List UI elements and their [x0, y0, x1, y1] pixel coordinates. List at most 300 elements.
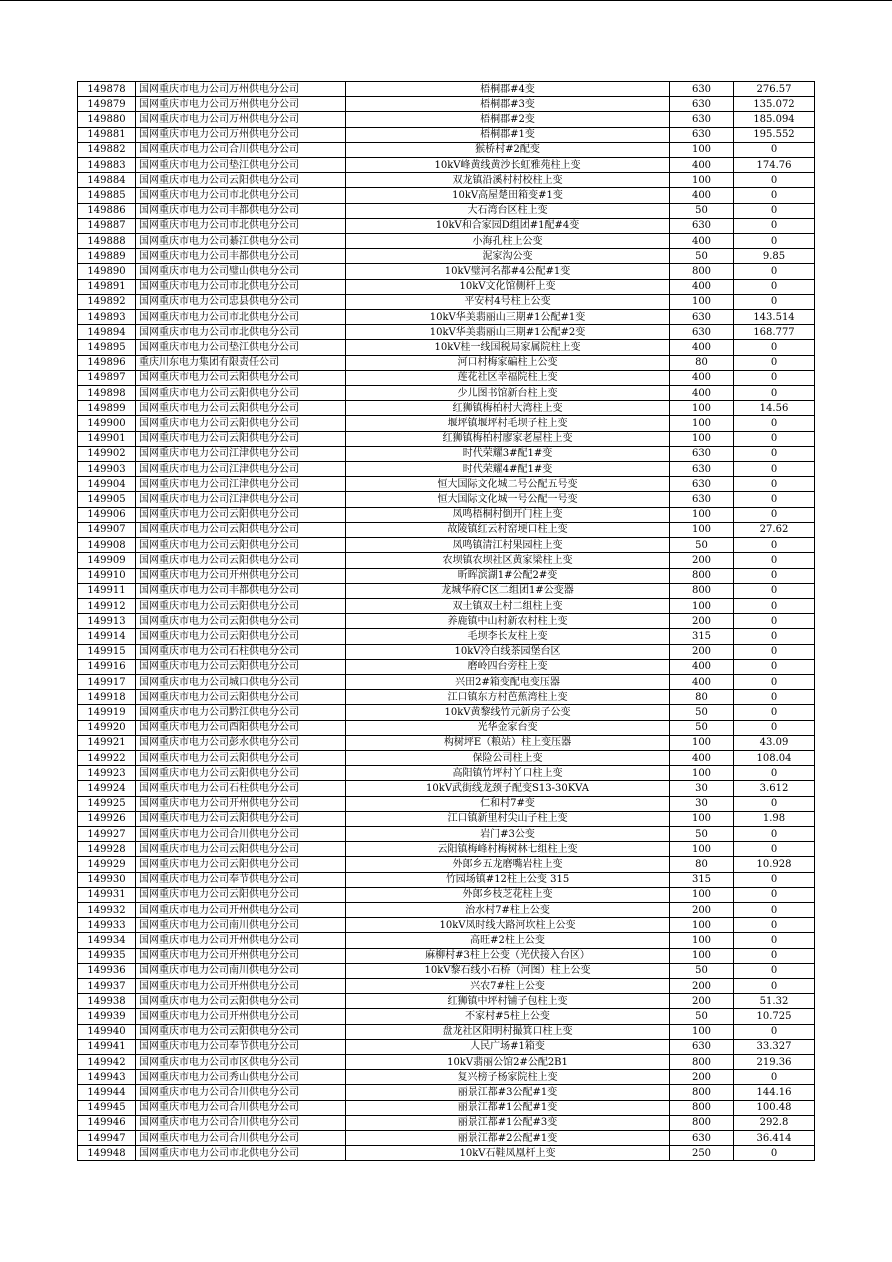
value-cell: 0	[734, 644, 815, 659]
company-name-cell: 国网重庆市电力公司云阳供电分公司	[136, 507, 346, 522]
table-row	[78, 872, 815, 887]
row-id-cell: 149938	[78, 994, 136, 1009]
capacity-cell: 200	[670, 553, 734, 568]
company-name-cell: 国网重庆市电力公司云阳供电分公司	[136, 401, 346, 416]
value-cell: 0	[734, 918, 815, 933]
transformer-name-cell: 10kV石鞋凤凰杆上变	[346, 1146, 670, 1161]
transformer-name-cell: 麻柳村#3柱上公变（光伏接入台区）	[346, 948, 670, 963]
capacity-cell: 400	[670, 158, 734, 173]
company-name-cell: 国网重庆市电力公司璧山供电分公司	[136, 264, 346, 279]
capacity-cell: 315	[670, 872, 734, 887]
row-id-cell: 149885	[78, 188, 136, 203]
transformer-name-cell: 复兴榜子杨家院柱上变	[346, 1070, 670, 1085]
capacity-cell: 630	[670, 310, 734, 325]
company-name-cell: 国网重庆市电力公司云阳供电分公司	[136, 690, 346, 705]
value-cell: 0	[734, 538, 815, 553]
capacity-cell: 400	[670, 188, 734, 203]
transformer-name-cell: 昕晖滨湖1#公配2#变	[346, 568, 670, 583]
capacity-cell: 200	[670, 994, 734, 1009]
table-row	[78, 948, 815, 963]
company-name-cell: 国网重庆市电力公司云阳供电分公司	[136, 887, 346, 902]
transformer-name-cell: 双土镇双土村二组柱上变	[346, 598, 670, 613]
capacity-cell: 400	[670, 750, 734, 765]
company-name-cell: 国网重庆市电力公司云阳供电分公司	[136, 522, 346, 537]
row-id-cell: 149890	[78, 264, 136, 279]
table-row	[78, 340, 815, 355]
row-id-cell: 149900	[78, 416, 136, 431]
company-name-cell: 国网重庆市电力公司云阳供电分公司	[136, 614, 346, 629]
value-cell: 143.514	[734, 310, 815, 325]
table-row	[78, 766, 815, 781]
row-id-cell: 149903	[78, 462, 136, 477]
company-name-cell: 国网重庆市电力公司云阳供电分公司	[136, 659, 346, 674]
company-name-cell: 国网重庆市电力公司合川供电分公司	[136, 1100, 346, 1115]
value-cell: 0	[734, 386, 815, 401]
transformer-name-cell: 磨岭四台旁柱上变	[346, 659, 670, 674]
transformer-name-cell: 梧桐郡#2变	[346, 112, 670, 127]
value-cell: 0	[734, 218, 815, 233]
value-cell: 185.094	[734, 112, 815, 127]
value-cell: 144.16	[734, 1085, 815, 1100]
table-row	[78, 1100, 815, 1115]
table-row	[78, 401, 815, 416]
value-cell: 174.76	[734, 158, 815, 173]
row-id-cell: 149942	[78, 1055, 136, 1070]
row-id-cell: 149932	[78, 902, 136, 917]
value-cell: 0	[734, 203, 815, 218]
table-row	[78, 1070, 815, 1085]
table-row	[78, 1131, 815, 1146]
transformer-name-cell: 双龙镇沿溪村村校柱上变	[346, 173, 670, 188]
company-name-cell: 国网重庆市电力公司江津供电分公司	[136, 492, 346, 507]
table-row	[78, 325, 815, 340]
row-id-cell: 149921	[78, 735, 136, 750]
value-cell: 0	[734, 568, 815, 583]
value-cell: 0	[734, 431, 815, 446]
company-name-cell: 国网重庆市电力公司云阳供电分公司	[136, 416, 346, 431]
table-row	[78, 750, 815, 765]
company-name-cell: 国网重庆市电力公司市北供电分公司	[136, 218, 346, 233]
company-name-cell: 国网重庆市电力公司忠县供电分公司	[136, 294, 346, 309]
row-id-cell: 149933	[78, 918, 136, 933]
capacity-cell: 100	[670, 416, 734, 431]
transformer-name-cell: 10kV璧河名都#4公配#1变	[346, 264, 670, 279]
table-row	[78, 796, 815, 811]
table-row	[78, 1085, 815, 1100]
row-id-cell: 149935	[78, 948, 136, 963]
capacity-cell: 630	[670, 127, 734, 142]
capacity-cell: 50	[670, 1009, 734, 1024]
table-row	[78, 918, 815, 933]
capacity-cell: 50	[670, 203, 734, 218]
transformer-name-cell: 毛坝李长友柱上变	[346, 629, 670, 644]
company-name-cell: 国网重庆市电力公司合川供电分公司	[136, 1085, 346, 1100]
capacity-cell: 200	[670, 614, 734, 629]
table-row	[78, 127, 815, 142]
transformer-name-cell: 竹园场镇#12柱上公变 315	[346, 872, 670, 887]
table-row	[78, 370, 815, 385]
company-name-cell: 国网重庆市电力公司城口供电分公司	[136, 674, 346, 689]
row-id-cell: 149901	[78, 431, 136, 446]
company-name-cell: 国网重庆市电力公司开州供电分公司	[136, 568, 346, 583]
table-row	[78, 553, 815, 568]
company-name-cell: 国网重庆市电力公司市北供电分公司	[136, 325, 346, 340]
company-name-cell: 国网重庆市电力公司石柱供电分公司	[136, 644, 346, 659]
capacity-cell: 630	[670, 112, 734, 127]
transformer-name-cell: 红狮镇梅柏村大湾柱上变	[346, 401, 670, 416]
row-id-cell: 149945	[78, 1100, 136, 1115]
value-cell: 43.09	[734, 735, 815, 750]
transformer-name-cell: 10kV文化馆侧杆上变	[346, 279, 670, 294]
company-name-cell: 国网重庆市电力公司开州供电分公司	[136, 902, 346, 917]
transformer-name-cell: 丽景江都#1公配#3变	[346, 1115, 670, 1130]
value-cell: 0	[734, 1070, 815, 1085]
transformer-name-cell: 10kV华美翡丽山三期#1公配#2变	[346, 325, 670, 340]
capacity-cell: 630	[670, 462, 734, 477]
row-id-cell: 149929	[78, 857, 136, 872]
row-id-cell: 149926	[78, 811, 136, 826]
transformer-name-cell: 丽景江都#3公配#1变	[346, 1085, 670, 1100]
table-row	[78, 1146, 815, 1161]
value-cell: 0	[734, 173, 815, 188]
value-cell: 0	[734, 477, 815, 492]
table-row	[78, 82, 815, 97]
table-row	[78, 598, 815, 613]
table-row	[78, 690, 815, 705]
row-id-cell: 149923	[78, 766, 136, 781]
capacity-cell: 80	[670, 690, 734, 705]
value-cell: 0	[734, 294, 815, 309]
row-id-cell: 149931	[78, 887, 136, 902]
row-id-cell: 149927	[78, 826, 136, 841]
row-id-cell: 149883	[78, 158, 136, 173]
capacity-cell: 100	[670, 142, 734, 157]
table-row	[78, 1055, 815, 1070]
value-cell: 0	[734, 553, 815, 568]
row-id-cell: 149909	[78, 553, 136, 568]
row-id-cell: 149898	[78, 386, 136, 401]
capacity-cell: 630	[670, 1131, 734, 1146]
capacity-cell: 250	[670, 1146, 734, 1161]
transformer-name-cell: 丽景江都#2公配#1变	[346, 1131, 670, 1146]
transformer-name-cell: 小海孔柱上公变	[346, 234, 670, 249]
transformer-name-cell: 10kV黎石线小石桥（河图）柱上公变	[346, 963, 670, 978]
value-cell: 0	[734, 826, 815, 841]
company-name-cell: 国网重庆市电力公司云阳供电分公司	[136, 811, 346, 826]
value-cell: 0	[734, 598, 815, 613]
company-name-cell: 国网重庆市电力公司丰都供电分公司	[136, 249, 346, 264]
value-cell: 0	[734, 948, 815, 963]
transformer-name-cell: 堰坪镇堰坪村毛坝子柱上变	[346, 416, 670, 431]
company-name-cell: 国网重庆市电力公司垫江供电分公司	[136, 340, 346, 355]
company-name-cell: 国网重庆市电力公司万州供电分公司	[136, 127, 346, 142]
value-cell: 0	[734, 1024, 815, 1039]
capacity-cell: 400	[670, 674, 734, 689]
capacity-cell: 400	[670, 234, 734, 249]
value-cell: 1.98	[734, 811, 815, 826]
capacity-cell: 100	[670, 294, 734, 309]
row-id-cell: 149918	[78, 690, 136, 705]
row-id-cell: 149914	[78, 629, 136, 644]
capacity-cell: 200	[670, 644, 734, 659]
transformer-name-cell: 10kV华美翡丽山三期#1公配#1变	[346, 310, 670, 325]
company-name-cell: 国网重庆市电力公司垫江供电分公司	[136, 158, 346, 173]
row-id-cell: 149924	[78, 781, 136, 796]
company-name-cell: 国网重庆市电力公司秀山供电分公司	[136, 1070, 346, 1085]
row-id-cell: 149892	[78, 294, 136, 309]
capacity-cell: 800	[670, 1085, 734, 1100]
row-id-cell: 149904	[78, 477, 136, 492]
row-id-cell: 149920	[78, 720, 136, 735]
row-id-cell: 149940	[78, 1024, 136, 1039]
transformer-name-cell: 江口镇新里村尖山子柱上变	[346, 811, 670, 826]
transformer-name-cell: 故陵镇红云村窑埂口柱上变	[346, 522, 670, 537]
table-row	[78, 720, 815, 735]
company-name-cell: 重庆川东电力集团有限责任公司	[136, 355, 346, 370]
transformer-name-cell: 10kV冷白线茶园堡台区	[346, 644, 670, 659]
capacity-cell: 800	[670, 264, 734, 279]
company-name-cell: 国网重庆市电力公司开州供电分公司	[136, 978, 346, 993]
table-row	[78, 249, 815, 264]
transformer-name-cell: 凤鸣镇清江村果园柱上变	[346, 538, 670, 553]
table-row	[78, 218, 815, 233]
value-cell: 0	[734, 507, 815, 522]
value-cell: 0	[734, 659, 815, 674]
value-cell: 0	[734, 902, 815, 917]
value-cell: 0	[734, 796, 815, 811]
transformer-name-cell: 时代荣耀3#配1#变	[346, 446, 670, 461]
transformer-name-cell: 红狮镇梅柏村廖家老屋柱上变	[346, 431, 670, 446]
table-row	[78, 887, 815, 902]
row-id-cell: 149947	[78, 1131, 136, 1146]
value-cell: 10.928	[734, 857, 815, 872]
table-row	[78, 994, 815, 1009]
table-row	[78, 826, 815, 841]
capacity-cell: 100	[670, 401, 734, 416]
table-row	[78, 781, 815, 796]
row-id-cell: 149930	[78, 872, 136, 887]
company-name-cell: 国网重庆市电力公司綦江供电分公司	[136, 234, 346, 249]
capacity-cell: 100	[670, 766, 734, 781]
row-id-cell: 149906	[78, 507, 136, 522]
company-name-cell: 国网重庆市电力公司合川供电分公司	[136, 1131, 346, 1146]
table-row	[78, 158, 815, 173]
table-body	[78, 82, 815, 1161]
company-name-cell: 国网重庆市电力公司江津供电分公司	[136, 462, 346, 477]
table-row	[78, 416, 815, 431]
row-id-cell: 149880	[78, 112, 136, 127]
capacity-cell: 800	[670, 583, 734, 598]
company-name-cell: 国网重庆市电力公司开州供电分公司	[136, 933, 346, 948]
company-name-cell: 国网重庆市电力公司云阳供电分公司	[136, 842, 346, 857]
value-cell: 9.85	[734, 249, 815, 264]
transformer-name-cell: 少儿图书馆新台柱上变	[346, 386, 670, 401]
transformer-name-cell: 农坝镇农坝社区黄家梁柱上变	[346, 553, 670, 568]
table-row	[78, 173, 815, 188]
table-row	[78, 644, 815, 659]
company-name-cell: 国网重庆市电力公司云阳供电分公司	[136, 553, 346, 568]
row-id-cell: 149941	[78, 1039, 136, 1054]
row-id-cell: 149937	[78, 978, 136, 993]
value-cell: 292.8	[734, 1115, 815, 1130]
capacity-cell: 100	[670, 842, 734, 857]
value-cell: 3.612	[734, 781, 815, 796]
value-cell: 276.57	[734, 82, 815, 97]
company-name-cell: 国网重庆市电力公司彭水供电分公司	[136, 735, 346, 750]
row-id-cell: 149907	[78, 522, 136, 537]
company-name-cell: 国网重庆市电力公司开州供电分公司	[136, 1009, 346, 1024]
transformer-name-cell: 高阳镇竹坪村丫口柱上变	[346, 766, 670, 781]
company-name-cell: 国网重庆市电力公司南川供电分公司	[136, 918, 346, 933]
capacity-cell: 630	[670, 82, 734, 97]
value-cell: 108.04	[734, 750, 815, 765]
value-cell: 0	[734, 583, 815, 598]
table-row	[78, 431, 815, 446]
value-cell: 100.48	[734, 1100, 815, 1115]
company-name-cell: 国网重庆市电力公司开州供电分公司	[136, 796, 346, 811]
row-id-cell: 149879	[78, 97, 136, 112]
row-id-cell: 149887	[78, 218, 136, 233]
company-name-cell: 国网重庆市电力公司江津供电分公司	[136, 477, 346, 492]
table-row	[78, 522, 815, 537]
table-row	[78, 355, 815, 370]
row-id-cell: 149919	[78, 705, 136, 720]
row-id-cell: 149911	[78, 583, 136, 598]
row-id-cell: 149916	[78, 659, 136, 674]
page-top-border	[0, 0, 892, 1]
capacity-cell: 630	[670, 446, 734, 461]
table-row	[78, 1024, 815, 1039]
company-name-cell: 国网重庆市电力公司云阳供电分公司	[136, 370, 346, 385]
capacity-cell: 100	[670, 811, 734, 826]
capacity-cell: 400	[670, 386, 734, 401]
value-cell: 0	[734, 188, 815, 203]
transformer-name-cell: 盘龙社区阳明村撮箕口柱上变	[346, 1024, 670, 1039]
transformer-name-cell: 光华金家台变	[346, 720, 670, 735]
transformer-name-cell: 岩门#3公变	[346, 826, 670, 841]
transformer-name-cell: 梧桐郡#4变	[346, 82, 670, 97]
transformer-name-cell: 莲花社区幸福院柱上变	[346, 370, 670, 385]
capacity-cell: 800	[670, 568, 734, 583]
transformer-name-cell: 恒大国际文化城一号公配一号变	[346, 492, 670, 507]
transformer-name-cell: 平安村4号柱上公变	[346, 294, 670, 309]
transformer-name-cell: 治水村7#柱上公变	[346, 902, 670, 917]
company-name-cell: 国网重庆市电力公司市北供电分公司	[136, 188, 346, 203]
transformer-name-cell: 10kV武街线龙颈子配变S13-30KVA	[346, 781, 670, 796]
value-cell: 0	[734, 887, 815, 902]
transformer-name-cell: 人民广场#1箱变	[346, 1039, 670, 1054]
value-cell: 0	[734, 355, 815, 370]
table-row	[78, 112, 815, 127]
row-id-cell: 149912	[78, 598, 136, 613]
value-cell: 27.62	[734, 522, 815, 537]
capacity-cell: 50	[670, 720, 734, 735]
transformer-name-cell: 龙城华府C区二组团1#公变器	[346, 583, 670, 598]
value-cell: 0	[734, 370, 815, 385]
table-row	[78, 659, 815, 674]
table-row	[78, 492, 815, 507]
row-id-cell: 149894	[78, 325, 136, 340]
capacity-cell: 30	[670, 796, 734, 811]
capacity-cell: 80	[670, 355, 734, 370]
row-id-cell: 149902	[78, 446, 136, 461]
company-name-cell: 国网重庆市电力公司云阳供电分公司	[136, 386, 346, 401]
table-row	[78, 902, 815, 917]
row-id-cell: 149946	[78, 1115, 136, 1130]
company-name-cell: 国网重庆市电力公司市北供电分公司	[136, 310, 346, 325]
table-row	[78, 1009, 815, 1024]
row-id-cell: 149922	[78, 750, 136, 765]
value-cell: 0	[734, 279, 815, 294]
table-row	[78, 446, 815, 461]
company-name-cell: 国网重庆市电力公司酉阳供电分公司	[136, 720, 346, 735]
company-name-cell: 国网重庆市电力公司丰都供电分公司	[136, 583, 346, 598]
table-row	[78, 629, 815, 644]
company-name-cell: 国网重庆市电力公司云阳供电分公司	[136, 431, 346, 446]
row-id-cell: 149893	[78, 310, 136, 325]
capacity-cell: 400	[670, 340, 734, 355]
transformer-name-cell: 10kV桂一线国税局家属院柱上变	[346, 340, 670, 355]
transformer-name-cell: 10kV凤时线大路河坎柱上公变	[346, 918, 670, 933]
row-id-cell: 149886	[78, 203, 136, 218]
table-row	[78, 279, 815, 294]
company-name-cell: 国网重庆市电力公司奉节供电分公司	[136, 872, 346, 887]
table-row	[78, 583, 815, 598]
row-id-cell: 149910	[78, 568, 136, 583]
capacity-cell: 630	[670, 1039, 734, 1054]
row-id-cell: 149908	[78, 538, 136, 553]
value-cell: 36.414	[734, 1131, 815, 1146]
company-name-cell: 国网重庆市电力公司奉节供电分公司	[136, 1039, 346, 1054]
row-id-cell: 149897	[78, 370, 136, 385]
company-name-cell: 国网重庆市电力公司合川供电分公司	[136, 826, 346, 841]
table-row	[78, 857, 815, 872]
company-name-cell: 国网重庆市电力公司石柱供电分公司	[136, 781, 346, 796]
capacity-cell: 200	[670, 978, 734, 993]
transformer-name-cell: 10kV翡丽公馆2#公配2B1	[346, 1055, 670, 1070]
company-name-cell: 国网重庆市电力公司市区供电分公司	[136, 1055, 346, 1070]
transformer-name-cell: 时代荣耀4#配1#变	[346, 462, 670, 477]
capacity-cell: 30	[670, 781, 734, 796]
row-id-cell: 149905	[78, 492, 136, 507]
table-row	[78, 538, 815, 553]
company-name-cell: 国网重庆市电力公司云阳供电分公司	[136, 750, 346, 765]
value-cell: 0	[734, 264, 815, 279]
capacity-cell: 630	[670, 97, 734, 112]
transformer-name-cell: 10kV和合家园D组团#1配#4变	[346, 218, 670, 233]
row-id-cell: 149895	[78, 340, 136, 355]
capacity-cell: 800	[670, 1115, 734, 1130]
table-row	[78, 735, 815, 750]
table-row	[78, 97, 815, 112]
capacity-cell: 630	[670, 477, 734, 492]
row-id-cell: 149917	[78, 674, 136, 689]
capacity-cell: 400	[670, 370, 734, 385]
company-name-cell: 国网重庆市电力公司万州供电分公司	[136, 97, 346, 112]
capacity-cell: 50	[670, 705, 734, 720]
table-row	[78, 674, 815, 689]
transformer-name-cell: 高旺#2柱上公变	[346, 933, 670, 948]
table-row	[78, 1039, 815, 1054]
value-cell: 0	[734, 614, 815, 629]
capacity-cell: 50	[670, 538, 734, 553]
company-name-cell: 国网重庆市电力公司云阳供电分公司	[136, 598, 346, 613]
row-id-cell: 149896	[78, 355, 136, 370]
capacity-cell: 80	[670, 857, 734, 872]
value-cell: 0	[734, 766, 815, 781]
table-row	[78, 234, 815, 249]
value-cell: 0	[734, 872, 815, 887]
